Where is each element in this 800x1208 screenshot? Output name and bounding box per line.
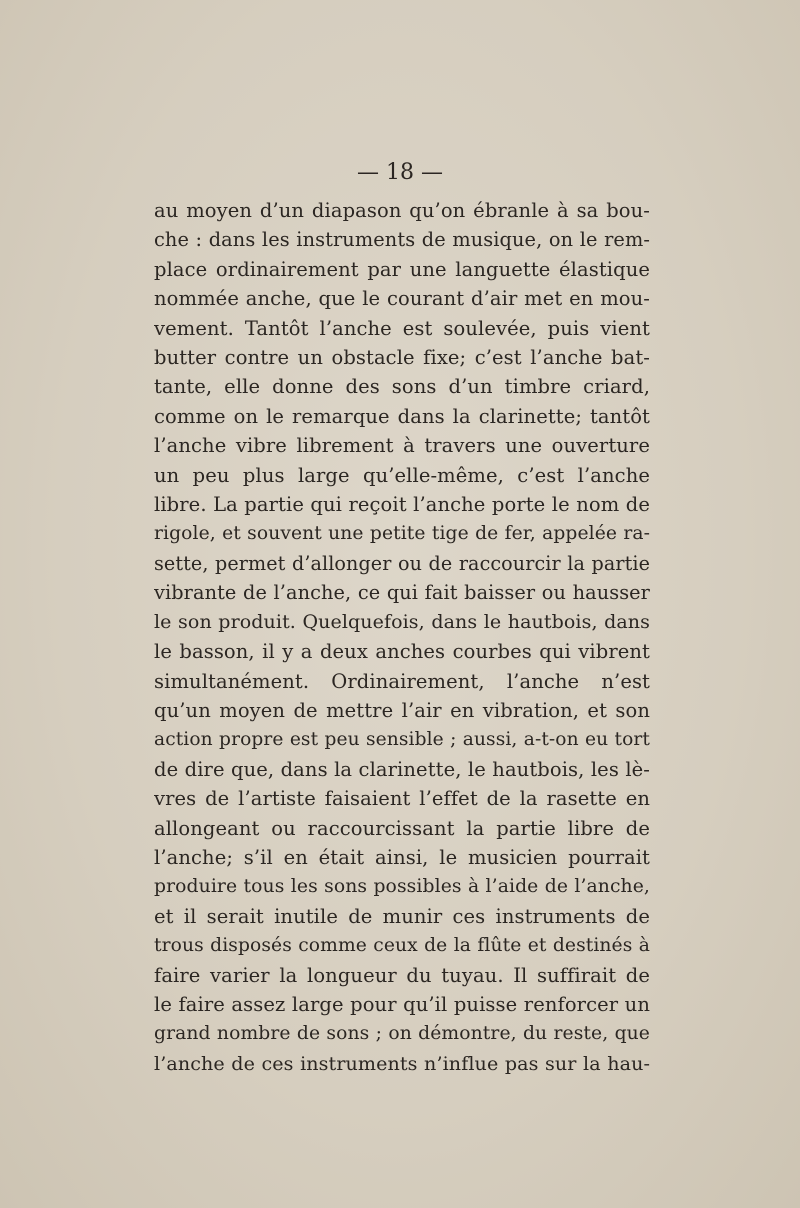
text-line: trous disposés comme ceux de la flûte et destinés à [154, 935, 650, 957]
text-line: place ordinairement par une languette élastique [154, 257, 650, 281]
text-line: allongeant ou raccourcissant la partie libre de [154, 816, 650, 840]
body-text [154, 196, 650, 1078]
text-line: comme on le remarque dans la clarinette; tantôt [154, 404, 650, 428]
text-line: le faire assez large pour qu’il puisse renforcer un [154, 992, 650, 1016]
text-line: vibrante de l’anche, ce qui fait baisser ou hausser [154, 581, 650, 605]
text-line: action propre est peu sensible ; aussi, a-t-on eu tort [154, 729, 650, 751]
text-line: l’anche de ces instruments n’influe pas sur la hau- [154, 1051, 650, 1075]
text-line: tante, elle donne des sons d’un timbre criard, [154, 375, 650, 399]
text-line: le son produit. Quelquefois, dans le hautbois, dans [154, 610, 650, 633]
text-line: grand nombre de sons ; on démontre, du reste, que [154, 1023, 650, 1045]
text-line: libre. La partie qui reçoit l’anche porte le nom de [154, 493, 650, 517]
text-line: rigole, et souvent une petite tige de fer, appelée ra- [154, 523, 650, 545]
page-number: — 18 — [357, 160, 443, 185]
text-line: l’anche; s’il en était ainsi, le musicien pourrait [154, 845, 650, 869]
text-line: au moyen d’un diapason qu’on ébranle à sa bou- [154, 199, 650, 222]
text-line: nommée anche, que le courant d’air met en mou- [154, 287, 650, 311]
text-line: sette, permet d’allonger ou de raccourcir la partie [154, 551, 650, 575]
text-line: butter contre un obstacle fixe; c’est l’anche bat- [154, 346, 650, 370]
text-line: de dire que, dans la clarinette, le hautbois, les lè- [154, 757, 650, 781]
text-line: le basson, il y a deux anches courbes qui vibrent [154, 640, 650, 664]
text-line: vres de l’artiste faisaient l’effet de la rasette en [154, 787, 650, 811]
text-line: che : dans les instruments de musique, on le rem- [154, 228, 650, 252]
text-line: simultanément. Ordinairement, l’anche n’est [154, 669, 650, 693]
text-line: faire varier la longueur du tuyau. Il suffirait de [154, 963, 650, 987]
text-line: et il serait inutile de munir ces instruments de [154, 904, 650, 928]
text-line: un peu plus large qu’elle-même, c’est l’anche [154, 463, 650, 487]
text-line: l’anche vibre librement à travers une ouverture [154, 434, 650, 458]
text-line: produire tous les sons possibles à l’aide de l’anche, [154, 876, 650, 898]
text-line: vement. Tantôt l’anche est soulevée, puis vient [154, 316, 650, 340]
text-line: qu’un moyen de mettre l’air en vibration, et son [154, 698, 650, 722]
